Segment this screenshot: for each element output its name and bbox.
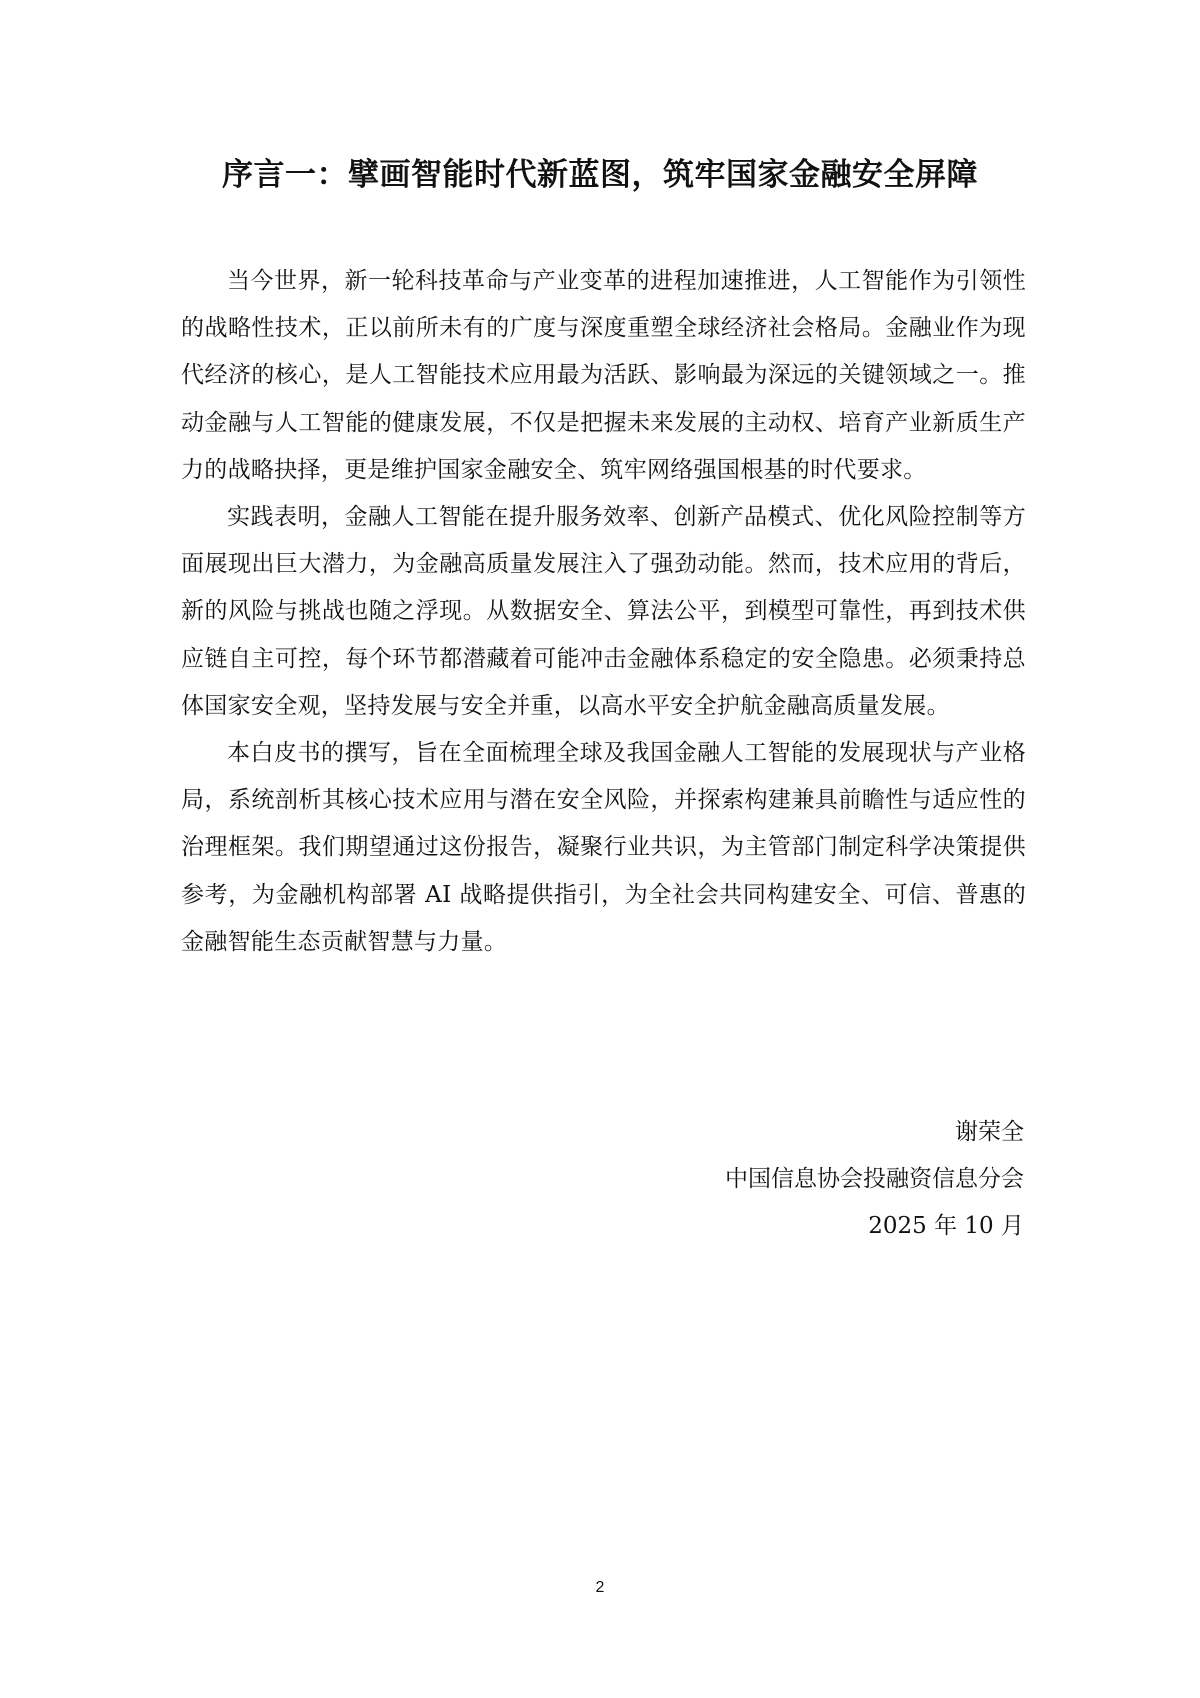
paragraph-2: 实践表明，金融人工智能在提升服务效率、创新产品模式、优化风险控制等方面展现出巨大潜力，为金融高质量发展注入了强劲动能。然而，技术应用的背后，新的风险与挑战也随之浮现。从数据安全、算法公平，到模型可靠性，再到技术供应链自主可控，每个环节都潜藏着可能冲击金融体系稳定的安全隐患。必须秉持总体国家安全观，坚持发展与安全并重，以高水平安全护航金融高质量发展。 — [181, 504, 1026, 719]
paragraph-3: 本白皮书的撰写，旨在全面梳理全球及我国金融人工智能的发展现状与产业格局，系统剖析其核心技术应用与潜在安全风险，并探索构建兼具前瞻性与适应性的治理框架。我们期望通过这份报告，凝聚行业共识，为主管部门制定科学决策提供参考，为金融机构部署 AI 战略提供指引，为全社会共同构建安全、可信、普惠的金融智能生态贡献智慧与力量。 — [181, 740, 1026, 955]
page-number: 2 — [595, 1579, 605, 1596]
signature-organization: 中国信息协会投融资信息分会 — [725, 1166, 1024, 1192]
signature-author: 谢荣全 — [955, 1119, 1024, 1145]
paragraph-1: 当今世界，新一轮科技革命与产业变革的进程加速推进，人工智能作为引领性的战略性技术，正以前所未有的广度与深度重塑全球经济社会格局。金融业作为现代经济的核心，是人工智能技术应用最为活跃、影响最为深远的关键领域之一。推动金融与人工智能的健康发展，不仅是把握未来发展的主动权、培育产业新质生产力的战略抉择，更是维护国家金融安全、筑牢网络强国根基的时代要求。 — [181, 268, 1026, 483]
preface-body — [181, 258, 1026, 966]
page-title: 序言一：擘画智能时代新蓝图，筑牢国家金融安全屏障 — [222, 157, 978, 193]
signature-block — [524, 1109, 1024, 1250]
signature-date: 2025 年 10 月 — [868, 1213, 1024, 1239]
